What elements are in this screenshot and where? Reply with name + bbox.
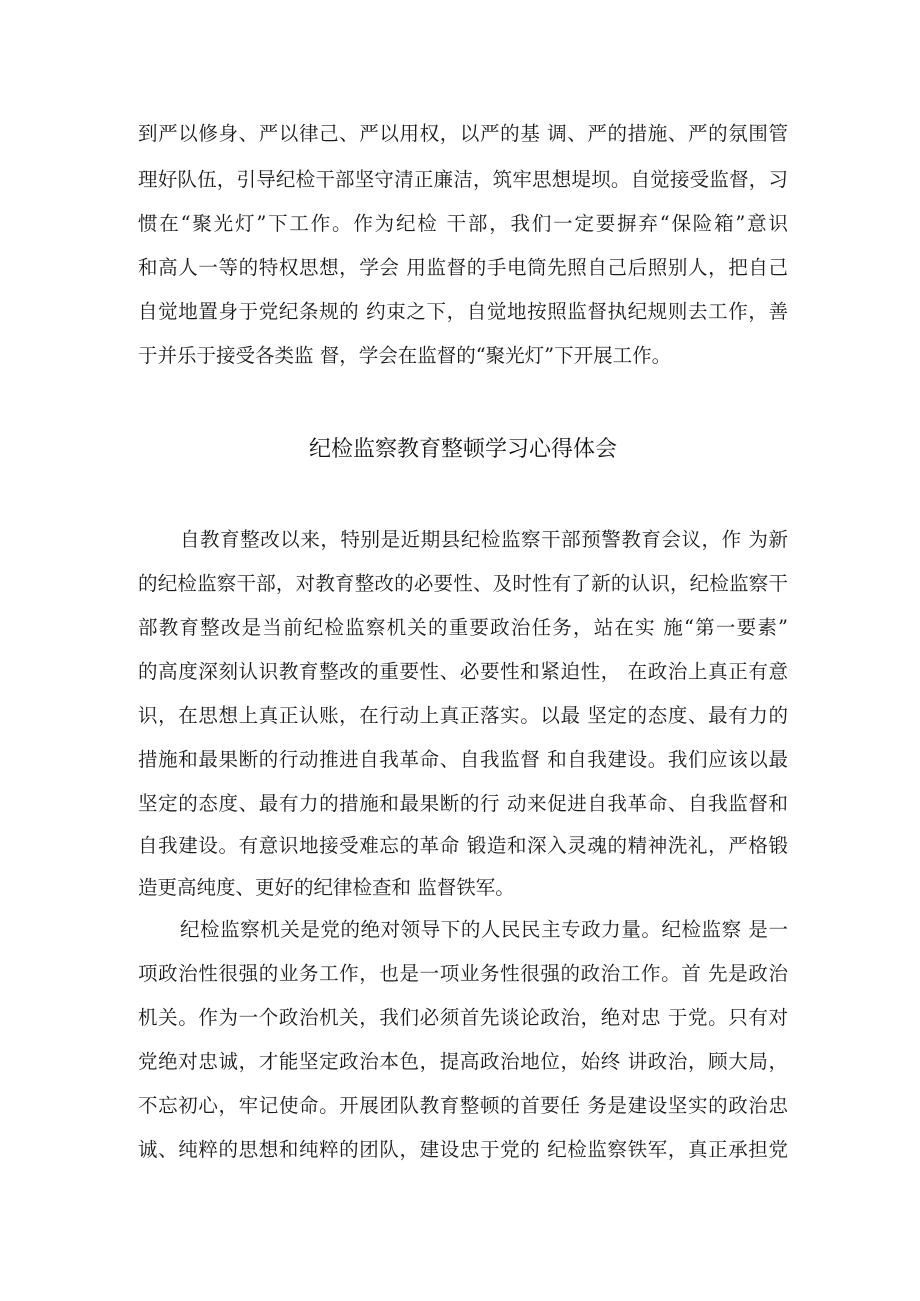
intro-line-5: 自觉地置身于党纪条规的 约束之下，自觉地按照监督执纪规则去工作，善 [138,300,788,323]
paragraph-1-line-7: 坚定的态度、最有力的措施和最果断的行 动来促进自我革命、自我监督和 [138,792,788,815]
paragraph-1-line-8: 自我建设。有意识地接受难忘的革命 锻造和深入灵魂的精神洗礼，严格锻 [138,834,788,857]
paragraph-1-line-2: 的纪检监察干部，对教育整改的必要性、及时性有了新的认识，纪检监察干 [138,572,788,595]
section-title: 纪检监察教育整顿学习心得体会 [308,437,617,462]
paragraph-2-line-1: 纪检监察机关是党的绝对领导下的人民民主专政力量。纪检监察 是一 [180,918,788,941]
paragraph-1-line-6: 措施和最果断的行动推进自我革命、自我监督 和自我建设。我们应该以最 [138,748,788,771]
intro-line-4: 和高人一等的特权思想，学会 用监督的手电筒先照自己后照别人，把自己 [138,256,788,279]
paragraph-2-line-2: 项政治性很强的业务工作，也是一项业务性很强的政治工作。首 先是政治 [138,962,788,985]
paragraph-2-line-5: 不忘初心，牢记使命。开展团队教育整顿的首要任 务是建设坚实的政治忠 [138,1094,788,1117]
intro-line-1: 到严以修身、严以律己、严以用权，以严的基 调、严的措施、严的氛围管 [138,122,788,145]
intro-line-2: 理好队伍，引导纪检干部坚守清正廉洁，筑牢思想堤坝。自觉接受监督，习 [138,168,788,191]
paragraph-1-line-3: 部教育整改是当前纪检监察机关的重要政治任务，站在实 施“第一要素” [138,616,788,639]
paragraph-2-line-6: 诚、纯粹的思想和纯粹的团队，建设忠于党的 纪检监察铁军，真正承担党 [138,1138,788,1161]
paragraph-1-line-5: 识，在思想上真正认账，在行动上真正落实。以最 坚定的态度、最有力的 [138,704,788,727]
paragraph-1-line-9: 造更高纯度、更好的纪律检查和 监督铁军。 [138,876,515,899]
intro-line-6: 于并乐于接受各类监 督，学会在监督的“聚光灯”下开展工作。 [138,344,672,367]
paragraph-1-line-4: 的高度深刻认识教育整改的重要性、必要性和紧迫性， 在政治上真正有意 [138,660,788,683]
intro-line-3: 惯在“聚光灯”下工作。作为纪检 干部，我们一定要摒弃“保险箱”意识 [138,212,788,235]
paragraph-1-line-1: 自教育整改以来，特别是近期县纪检监察干部预警教育会议，作 为新 [180,528,788,551]
paragraph-2-line-4: 党绝对忠诚，才能坚定政治本色，提高政治地位，始终 讲政治，顾大局， [138,1050,788,1073]
paragraph-2-line-3: 机关。作为一个政治机关，我们必须首先谈论政治，绝对忠 于党。只有对 [138,1006,788,1029]
